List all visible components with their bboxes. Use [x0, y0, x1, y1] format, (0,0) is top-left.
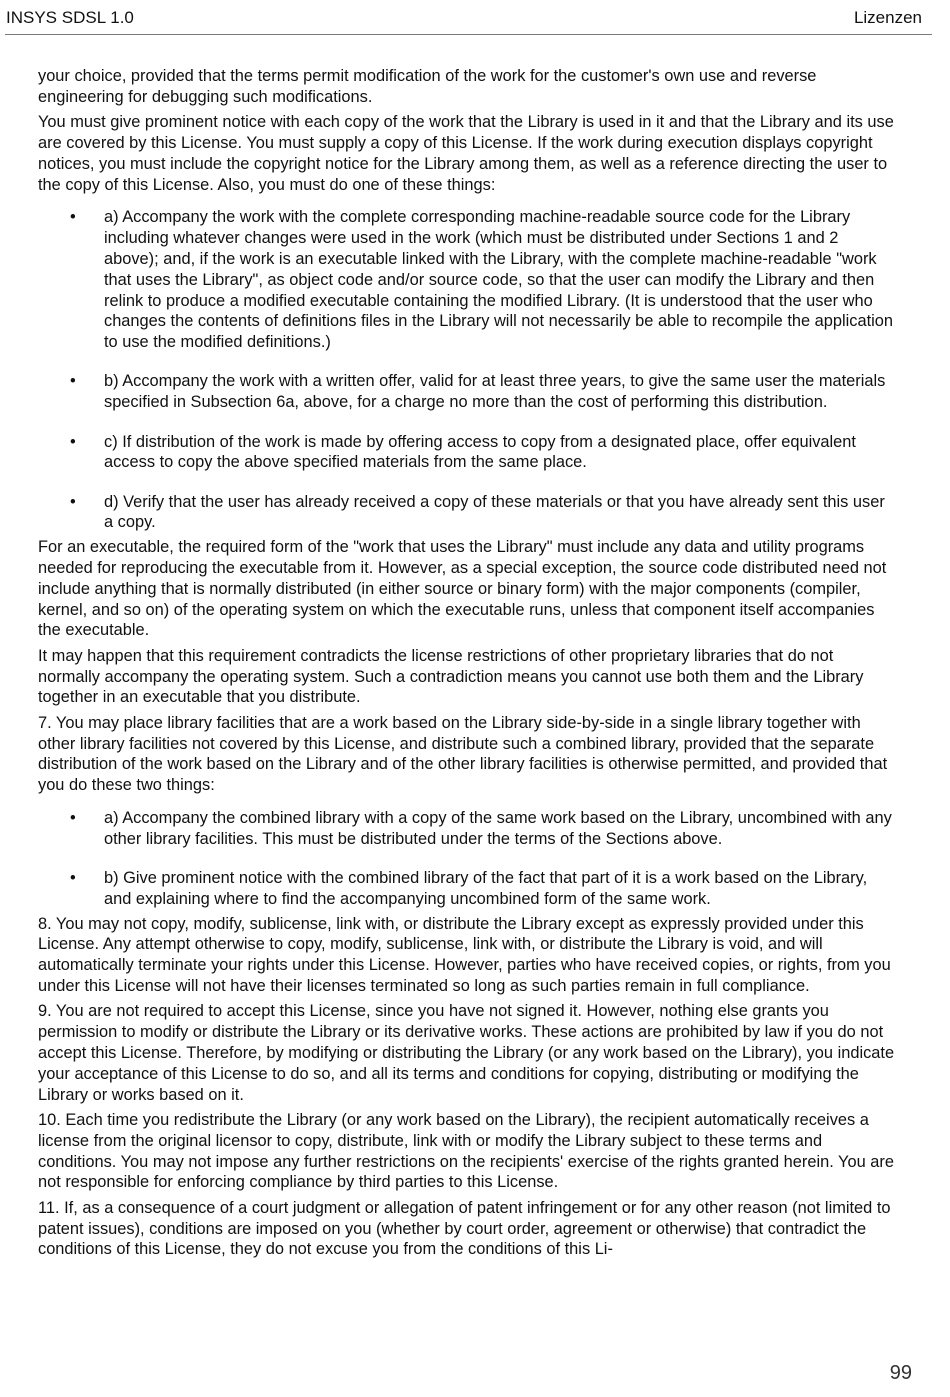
- paragraph: 10. Each time you redistribute the Library (or any work based on the Library), the recipient automatically receives a license from the original licensor to copy, distribute, link with or modify the Library subject to these terms and conditions. You may not impose any further restrictions on the recipients' exercise of the rights granted herein. You are not responsible for enforcing compliance by third parties to this License.: [38, 1111, 894, 1192]
- list-item: [38, 371, 896, 413]
- paragraph: It may happen that this requirement contradicts the license restrictions of other proprietary libraries that do not normally accompany the operating system. Such a contradiction means you cannot use both them and the Library together in an executable that you distribute.: [38, 646, 864, 707]
- list-item: [38, 868, 896, 910]
- section-title: Lizenzen: [853, 8, 922, 27]
- document-title: INSYS SDSL 1.0: [6, 8, 134, 27]
- paragraph: You must give prominent notice with each copy of the work that the Library is used in it and that the Library and its use are covered by this License. You must supply a copy of this License. If the work during execution displays copyright notices, you must include the copyright notice for the Library among them, as well as a reference directing the user to the copy of this License. Also, you must do one of these things:: [38, 113, 894, 194]
- document-body: [38, 66, 896, 1265]
- page-number: 99: [889, 1362, 912, 1384]
- paragraph: 7. You may place library facilities that are a work based on the Library side-by-side in a single library together with other library facilities not covered by this License, and distribute such a combined library, provided that the separate distribution of the work based on the Library and of the other library facilities is otherwise permitted, and provided that you do these two things:: [38, 713, 888, 795]
- list-item-text: b) Accompany the work with a written offer, valid for at least three years, to give the same user the materials specified in Subsection 6a, above, for a charge no more than the cost of performing this distribution.: [104, 372, 886, 412]
- page-header: [5, 0, 932, 35]
- bullet-icon: •: [70, 492, 76, 511]
- paragraph: your choice, provided that the terms permit modification of the work for the customer's own use and reverse engineering for debugging such modifications.: [38, 67, 817, 106]
- list-item: [38, 492, 896, 534]
- list-item-text: a) Accompany the work with the complete corresponding machine-readable source code for the Library including whatever changes were used in the work (which must be distributed under Sections 1 and 2 above); and, if the work is an executable linked with the Library, with the complete machine-readable "work that uses the Library", as object code and/or source code, so that the user can modify the Library and then relink to produce a modified executable containing the modified Library. (It is understood that the user who changes the contents of definitions files in the Library will not necessarily be able to recompile the application to use the modified definitions.): [104, 208, 894, 352]
- paragraph: For an executable, the required form of the "work that uses the Library" must include any data and utility programs needed for reproducing the executable from it. However, as a special exception, the source code distributed need not include anything that is normally distributed (in either source or binary form) with the major components (compiler, kernel, and so on) of the operating system on which the executable runs, unless that component itself accompanies the executable.: [38, 538, 887, 640]
- bullet-list: [38, 207, 896, 533]
- paragraph: 8. You may not copy, modify, sublicense, link with, or distribute the Library except as expressly provided under this License. Any attempt otherwise to copy, modify, sublicense, link with, or distribute the Library is void, and will automatically terminate your rights under this License. However, parties who have received copies, or rights, from you under this License will not have their licenses terminated so long as such parties remain in full compliance.: [38, 914, 891, 996]
- list-item: [38, 207, 896, 353]
- list-item: [38, 808, 896, 850]
- bullet-icon: •: [70, 808, 76, 827]
- paragraph: 9. You are not required to accept this License, since you have not signed it. However, nothing else grants you permission to modify or distribute the Library or its derivative works. These actions are prohibited by law if you do not accept this License. Therefore, by modifying or distributing the Library (or any work based on the Library), you indicate your acceptance of this License to do so, and all its terms and conditions for copying, distributing or modifying the Library or works based on it.: [38, 1002, 895, 1104]
- list-item-text: b) Give prominent notice with the combined library of the fact that part of it is a work based on the Library, and explaining where to find the accompanying uncombined form of the same work.: [104, 869, 868, 908]
- list-item-text: c) If distribution of the work is made by offering access to copy from a designated place, offer equivalent access to copy the above specified materials from the same place.: [104, 432, 856, 472]
- list-item-text: d) Verify that the user has already received a copy of these materials or that you have already sent this user a copy.: [104, 492, 885, 532]
- list-item-text: a) Accompany the combined library with a copy of the same work based on the Library, uncombined with any other library facilities. This must be distributed under the terms of the Sections above.: [104, 808, 892, 848]
- list-item: [38, 432, 896, 474]
- bullet-icon: •: [70, 372, 76, 391]
- bullet-list: [38, 808, 896, 910]
- bullet-icon: •: [70, 869, 76, 888]
- bullet-icon: •: [70, 432, 76, 451]
- paragraph: 11. If, as a consequence of a court judgment or allegation of patent infringement or for any other reason (not limited to patent issues), conditions are imposed on you (whether by court order, agreement or otherwise) that contradict the conditions of this License, they do not excuse you from the conditions of this Li-: [38, 1198, 891, 1259]
- bullet-icon: •: [70, 208, 76, 227]
